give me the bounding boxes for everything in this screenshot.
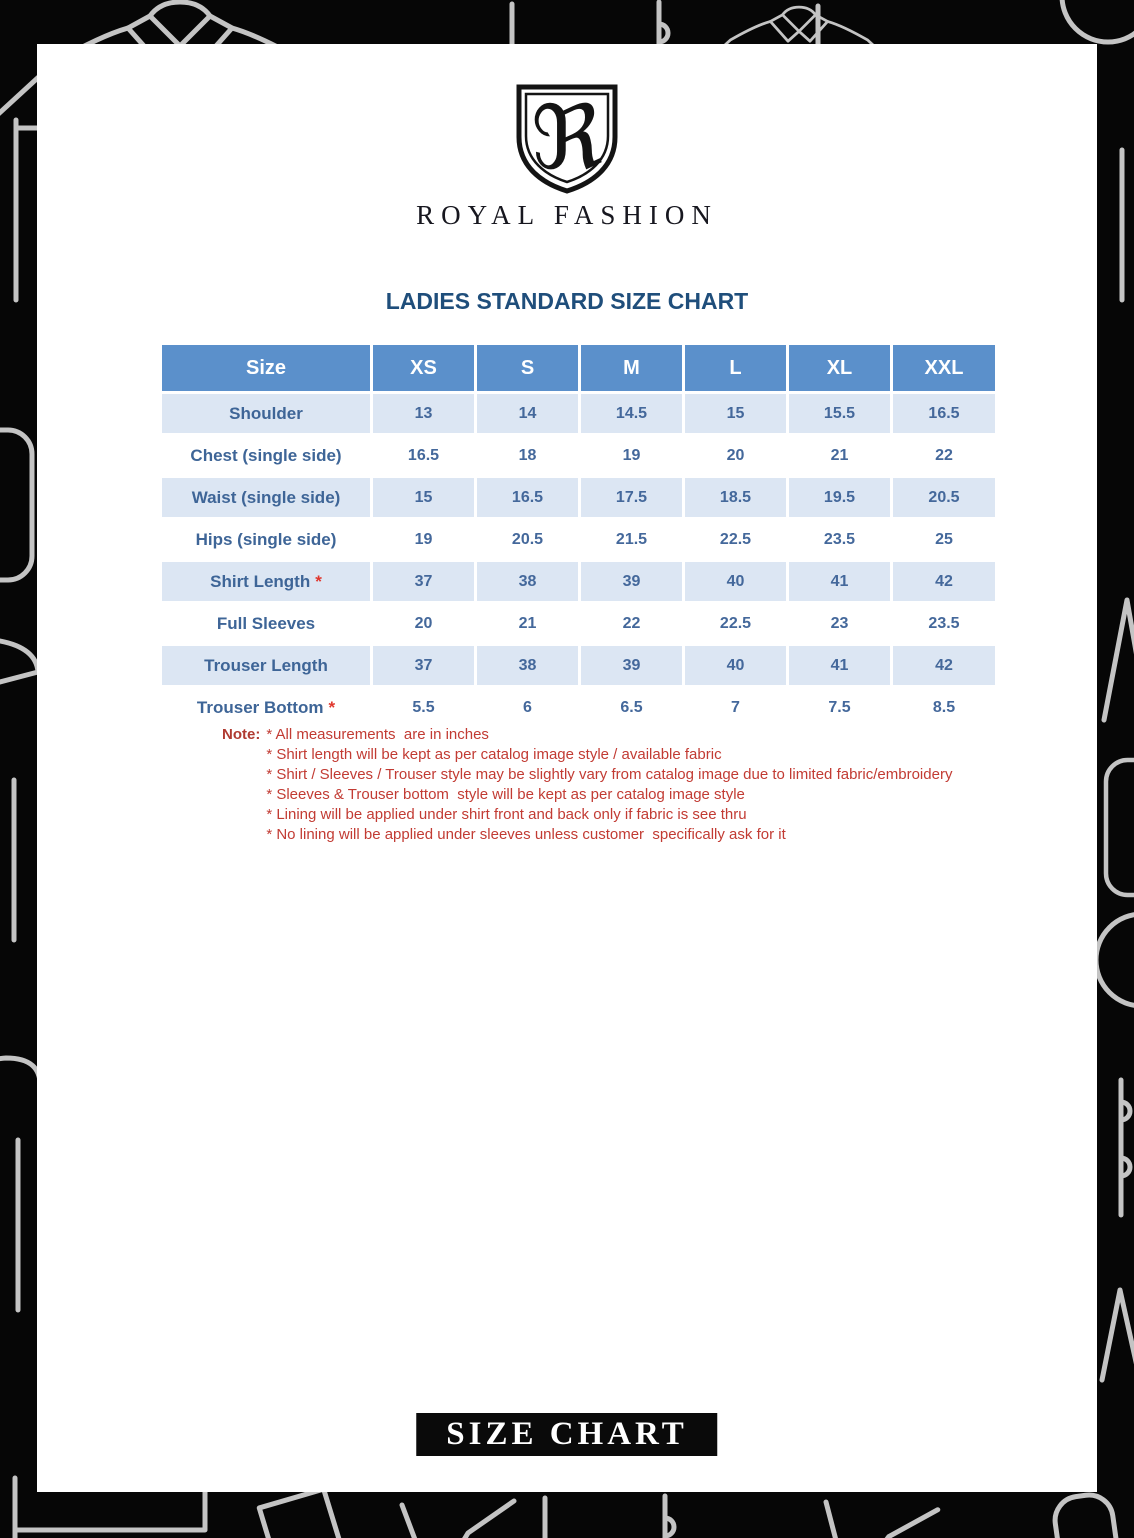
measurement-cell: 23.5 — [788, 519, 892, 561]
measurement-cell: 21.5 — [580, 519, 684, 561]
measurement-cell: 23 — [788, 603, 892, 645]
measurement-cell: 38 — [476, 561, 580, 603]
table-row — [161, 645, 997, 687]
row-label: Shoulder — [161, 393, 372, 435]
measurement-cell: 16.5 — [372, 435, 476, 477]
row-label: Shirt Length * — [161, 561, 372, 603]
row-label: Full Sleeves — [161, 603, 372, 645]
measurement-cell: 18.5 — [684, 477, 788, 519]
column-header: XS — [372, 344, 476, 393]
measurement-cell: 6 — [476, 687, 580, 729]
required-asterisk: * — [315, 571, 322, 591]
measurement-cell: 19.5 — [788, 477, 892, 519]
note-line: * All measurements are in inches — [266, 726, 489, 743]
row-label: Waist (single side) — [161, 477, 372, 519]
measurement-cell: 18 — [476, 435, 580, 477]
measurement-cell: 6.5 — [580, 687, 684, 729]
size-table-head — [161, 344, 997, 393]
measurement-cell: 14 — [476, 393, 580, 435]
table-row — [161, 519, 997, 561]
note-line: * Sleeves & Trouser bottom style will be kept as per catalog image style — [266, 786, 745, 803]
column-header: M — [580, 344, 684, 393]
column-header: Size — [161, 344, 372, 393]
measurement-cell: 7 — [684, 687, 788, 729]
measurement-cell: 8.5 — [892, 687, 997, 729]
note-label: Note: — [222, 726, 261, 743]
measurement-cell: 14.5 — [580, 393, 684, 435]
measurement-cell: 16.5 — [476, 477, 580, 519]
blackletter-monogram: ℜ — [531, 86, 603, 189]
measurement-cell: 37 — [372, 561, 476, 603]
measurement-cell: 40 — [684, 561, 788, 603]
measurement-cell: 20 — [372, 603, 476, 645]
measurement-cell: 22 — [892, 435, 997, 477]
measurement-cell: 22 — [580, 603, 684, 645]
measurement-cell: 39 — [580, 561, 684, 603]
measurement-cell: 15 — [372, 477, 476, 519]
content-panel — [37, 44, 1097, 1492]
table-row — [161, 561, 997, 603]
measurement-cell: 41 — [788, 645, 892, 687]
measurement-cell: 38 — [476, 645, 580, 687]
header-row — [161, 344, 997, 393]
note-line: * Shirt / Sleeves / Trouser style may be slightly vary from catalog image due to limited fabric/embroidery — [266, 766, 953, 783]
measurement-cell: 42 — [892, 645, 997, 687]
note-line: * Shirt length will be kept as per catalog image style / available fabric — [266, 746, 722, 763]
table-row — [161, 687, 997, 729]
row-label: Trouser Bottom * — [161, 687, 372, 729]
measurement-cell: 37 — [372, 645, 476, 687]
measurement-cell: 15 — [684, 393, 788, 435]
row-label: Chest (single side) — [161, 435, 372, 477]
page-title: LADIES STANDARD SIZE CHART — [385, 288, 749, 314]
measurement-cell: 20 — [684, 435, 788, 477]
table-row — [161, 477, 997, 519]
size-table-body — [161, 393, 997, 729]
measurement-cell: 20.5 — [476, 519, 580, 561]
measurement-cell: 19 — [372, 519, 476, 561]
measurement-cell: 15.5 — [788, 393, 892, 435]
table-row — [161, 393, 997, 435]
measurement-cell: 13 — [372, 393, 476, 435]
measurement-cell: 39 — [580, 645, 684, 687]
measurement-cell: 16.5 — [892, 393, 997, 435]
row-label: Trouser Length — [161, 645, 372, 687]
measurement-cell: 21 — [476, 603, 580, 645]
size-table — [159, 342, 998, 730]
measurement-cell: 17.5 — [580, 477, 684, 519]
row-label: Hips (single side) — [161, 519, 372, 561]
column-header: XXL — [892, 344, 997, 393]
table-row — [161, 603, 997, 645]
column-header: L — [684, 344, 788, 393]
note-line: * No lining will be applied under sleeves unless customer specifically ask for it — [266, 826, 786, 843]
note-line: * Lining will be applied under shirt front and back only if fabric is see thru — [266, 806, 747, 823]
table-row — [161, 435, 997, 477]
measurement-cell: 19 — [580, 435, 684, 477]
brand-logo — [37, 82, 1097, 231]
measurement-cell: 41 — [788, 561, 892, 603]
note-lines — [266, 725, 952, 845]
required-asterisk: * — [328, 697, 336, 717]
measurement-cell: 42 — [892, 561, 997, 603]
column-header: S — [476, 344, 580, 393]
column-header: XL — [788, 344, 892, 393]
measurement-cell: 22.5 — [684, 603, 788, 645]
brand-name: ROYAL FASHION — [416, 200, 718, 230]
measurement-cell: 21 — [788, 435, 892, 477]
measurement-cell: 20.5 — [892, 477, 997, 519]
measurement-cell: 7.5 — [788, 687, 892, 729]
size-chart-badge: SIZE CHART — [416, 1413, 717, 1456]
measurement-cell: 22.5 — [684, 519, 788, 561]
measurement-cell: 25 — [892, 519, 997, 561]
measurement-cell: 40 — [684, 645, 788, 687]
measurement-cell: 5.5 — [372, 687, 476, 729]
royal-fashion-shield-icon — [513, 82, 621, 196]
notes-block — [222, 725, 952, 845]
measurement-cell: 23.5 — [892, 603, 997, 645]
